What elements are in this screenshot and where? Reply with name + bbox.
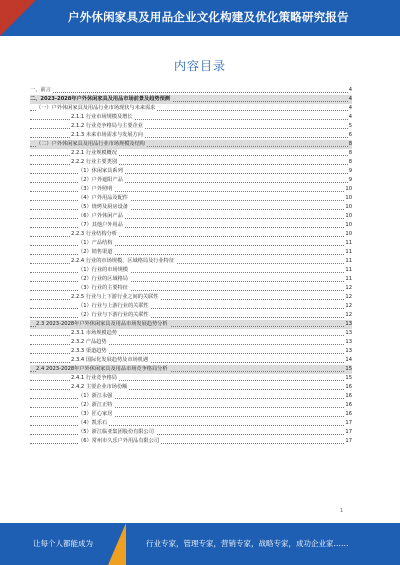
toc-entry-page: 10 — [345, 186, 352, 192]
footer-slogan-right: 行业专家，管理专家，营销专家，战略专家，成功企业家…… — [146, 539, 349, 548]
toc-entry[interactable] — [30, 275, 352, 284]
table-of-contents — [30, 86, 352, 446]
toc-entry-page: 11 — [345, 276, 352, 282]
toc-entry-title: 2.2.2 行业主要类别 — [71, 159, 117, 165]
toc-entry[interactable] — [30, 212, 352, 221]
toc-entry-page: 6 — [348, 132, 352, 138]
toc-entry[interactable] — [30, 176, 352, 185]
footer-accent-stripe — [108, 523, 126, 565]
toc-entry-title: （1）行业的市场规模 — [78, 267, 128, 273]
toc-entry[interactable] — [30, 383, 352, 392]
toc-entry-page: 13 — [345, 339, 352, 345]
toc-entry-title: （3）户外照明 — [78, 186, 113, 192]
toc-entry[interactable] — [30, 149, 352, 158]
toc-entry-page: 5 — [348, 123, 352, 129]
toc-entry-page: 13 — [345, 330, 352, 336]
toc-entry-title: （1）浙江永强 — [78, 393, 113, 399]
toc-entry-page: 10 — [345, 231, 352, 237]
toc-entry[interactable] — [30, 167, 352, 176]
toc-entry-title: 2.4.1 行业竞争格局 — [71, 375, 117, 381]
toc-entry[interactable] — [30, 185, 352, 194]
toc-entry-title: 2.3 2023-2028年户外休闲家具及用品市场发展趋势分析 — [36, 321, 168, 327]
header-accent-wedge — [0, 0, 36, 36]
toc-entry-page: 17 — [345, 438, 352, 444]
toc-entry-title: （3）行业的主要特征 — [78, 285, 128, 291]
toc-entry-page: 14 — [345, 357, 352, 363]
toc-entry-page: 12 — [345, 303, 352, 309]
toc-entry-page: 16 — [345, 411, 352, 417]
toc-entry[interactable] — [30, 284, 352, 293]
toc-entry-page: 12 — [345, 312, 352, 318]
toc-entry-title: （4）凯乐石 — [78, 420, 108, 426]
toc-entry-page: 10 — [345, 222, 352, 228]
toc-entry-title: （2）行业与下游行业的关联性 — [78, 312, 149, 318]
toc-entry-page: 11 — [345, 240, 352, 246]
toc-entry-page: 13 — [345, 348, 352, 354]
toc-entry[interactable] — [30, 338, 352, 347]
toc-entry[interactable] — [30, 122, 352, 131]
toc-entry-page: 16 — [345, 402, 352, 408]
toc-entry[interactable] — [30, 221, 352, 230]
toc-entry[interactable] — [30, 329, 352, 338]
toc-entry[interactable] — [30, 266, 352, 275]
toc-entry-page: 8 — [348, 159, 352, 165]
toc-entry[interactable] — [30, 140, 352, 149]
toc-entry-page: 8 — [348, 150, 352, 156]
footer-banner — [0, 523, 400, 565]
toc-entry-title: （1）行业与上游行业的关联性 — [78, 303, 149, 309]
toc-entry[interactable] — [30, 230, 352, 239]
toc-entry-title: （6）户外休闲产品 — [78, 213, 123, 219]
toc-entry[interactable] — [30, 401, 352, 410]
toc-entry[interactable] — [30, 86, 352, 95]
toc-entry[interactable] — [30, 95, 352, 104]
toc-entry-title: 2.1.3 未来市场需求与发展方向 — [71, 132, 143, 138]
toc-entry-page: 13 — [345, 321, 352, 327]
toc-entry-page: 10 — [345, 195, 352, 201]
toc-entry[interactable] — [30, 257, 352, 266]
toc-entry[interactable] — [30, 356, 352, 365]
toc-entry-title: （二）户外休闲家具及用品行业市场规模及结构 — [36, 141, 145, 147]
toc-entry-page: 11 — [345, 258, 352, 264]
toc-entry[interactable] — [30, 374, 352, 383]
toc-entry-title: 2.3.3 渠道趋势 — [71, 348, 107, 354]
toc-entry-page: 11 — [345, 249, 352, 255]
toc-entry-page: 9 — [348, 168, 352, 174]
toc-entry-page: 12 — [345, 285, 352, 291]
toc-entry-title: （一）户外休闲家具及用品行业市场现状与未来需求 — [36, 105, 156, 111]
footer-slogan-left: 让每个人都能成为 — [33, 539, 93, 548]
toc-entry[interactable] — [30, 437, 352, 446]
toc-entry-page: 10 — [345, 204, 352, 210]
toc-entry-title: 2.1.2 行业竞争格局与主要企业 — [71, 123, 143, 129]
toc-entry[interactable] — [30, 113, 352, 122]
toc-entry-page: 15 — [345, 366, 352, 372]
toc-entry[interactable] — [30, 203, 352, 212]
toc-entry-title: 2.3.1 市场规模趋势 — [71, 330, 117, 336]
toc-entry[interactable] — [30, 428, 352, 437]
toc-entry[interactable] — [30, 248, 352, 257]
toc-entry-page: 16 — [345, 384, 352, 390]
toc-dot-leader — [30, 92, 348, 93]
toc-entry[interactable] — [30, 302, 352, 311]
toc-entry[interactable] — [30, 239, 352, 248]
toc-entry[interactable] — [30, 419, 352, 428]
toc-entry-title: 2.2.1 行业规模概况 — [71, 150, 117, 156]
toc-entry-title: 2.4 2023-2028年户外休闲家具及用品市场竞争格局分析 — [36, 366, 168, 372]
toc-entry-title: （1）产品结构 — [78, 240, 113, 246]
toc-entry-page: 17 — [345, 429, 352, 435]
toc-entry-page: 4 — [348, 96, 352, 102]
toc-entry[interactable] — [30, 131, 352, 140]
toc-entry-title: （3）匠心家居 — [78, 411, 113, 417]
toc-entry-title: 一、前言 — [30, 87, 51, 93]
toc-entry-page: 4 — [348, 114, 352, 120]
page-number: 1 — [340, 508, 344, 514]
toc-entry[interactable] — [30, 158, 352, 167]
toc-entry-title: （5）烧烤及厨房设备 — [78, 204, 128, 210]
toc-entry-title: 2.3.4 国际化发展趋势及市场机遇 — [71, 357, 149, 363]
toc-entry[interactable] — [30, 311, 352, 320]
toc-entry-title: （2）销售渠道 — [78, 249, 113, 255]
toc-entry-page: 4 — [348, 87, 352, 93]
toc-entry-title: 2.2.5 行业与上下游行业之间的关联性 — [71, 294, 159, 300]
toc-entry-page: 10 — [345, 213, 352, 219]
toc-entry-title: （4）户外用品及配件 — [78, 195, 128, 201]
toc-entry-title: （2）户外遮阳产品 — [78, 177, 123, 183]
toc-entry-title: 2.3.2 产品趋势 — [71, 339, 107, 345]
toc-entry-title: 2.4.2 主要企业市场份额 — [71, 384, 128, 390]
toc-entry-title: 2.2.3 行业结构分析 — [71, 231, 117, 237]
toc-entry-page: 4 — [348, 105, 352, 111]
toc-entry[interactable] — [30, 194, 352, 203]
toc-entry-page: 17 — [345, 420, 352, 426]
toc-entry-title: （1）休闲家具系列 — [78, 168, 123, 174]
toc-entry-title: （6）常州市久乐户外用品有限公司 — [78, 438, 160, 444]
toc-entry-title: 二、2023-2028年户外休闲家具及用品市场前景及趋势预测 — [30, 96, 170, 102]
toc-entry-page: 11 — [345, 267, 352, 273]
toc-entry-page: 16 — [345, 393, 352, 399]
report-title: 户外休闲家具及用品企业文化构建及优化策略研究报告 — [68, 10, 349, 24]
toc-entry[interactable] — [30, 347, 352, 356]
toc-entry-title: （7）其他户外用品 — [78, 222, 123, 228]
toc-heading: 内容目录 — [173, 59, 226, 73]
toc-entry-title: 2.2.4 行业的市场规模、区域格局及行业特征 — [71, 258, 175, 264]
toc-entry[interactable] — [30, 410, 352, 419]
toc-entry[interactable] — [30, 320, 352, 329]
toc-entry[interactable] — [30, 365, 352, 374]
toc-entry[interactable] — [30, 293, 352, 302]
toc-entry-page: 8 — [348, 141, 352, 147]
header-banner — [0, 0, 400, 36]
toc-entry[interactable] — [30, 392, 352, 401]
toc-entry[interactable] — [30, 104, 352, 113]
toc-entry-title: （2）行业的区域格局 — [78, 276, 128, 282]
toc-entry-title: 2.1.1 行业市场规模及增长 — [71, 114, 133, 120]
toc-entry-page: 15 — [345, 375, 352, 381]
toc-entry-page: 9 — [348, 177, 352, 183]
toc-entry-title: （2）浙江正特 — [78, 402, 113, 408]
toc-entry-title: （5）浙江临亚集团股份有限公司 — [78, 429, 154, 435]
toc-entry-page: 12 — [345, 294, 352, 300]
